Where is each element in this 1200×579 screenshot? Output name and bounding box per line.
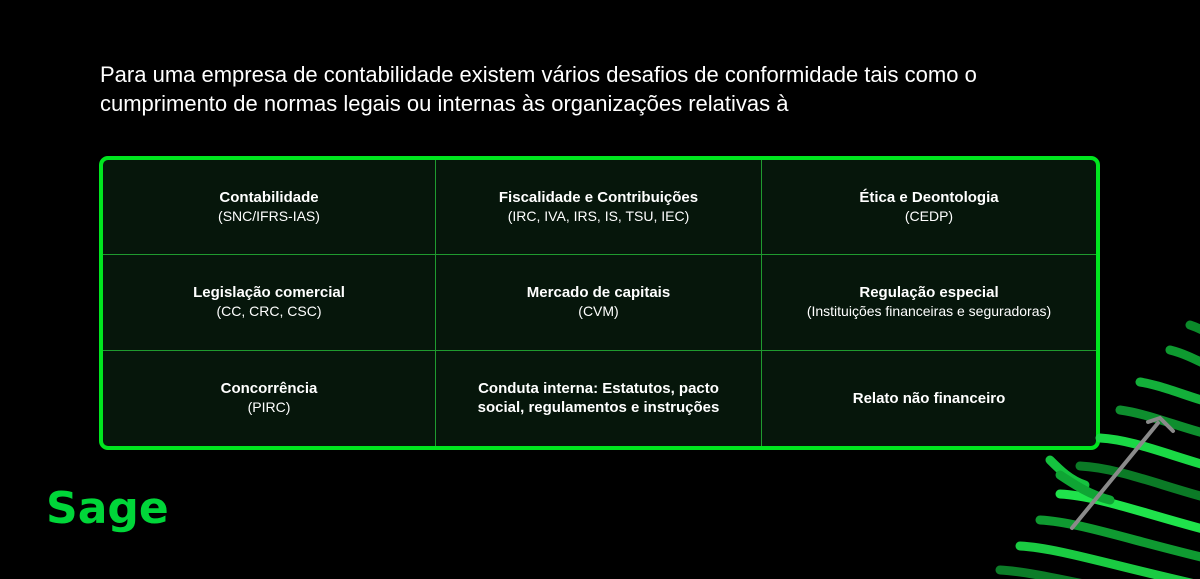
grid-cell-mercado <box>436 255 762 350</box>
grid-cell-etica <box>762 160 1096 255</box>
grid-cell-conduta <box>436 351 762 446</box>
grid-cell-concorrencia <box>103 351 436 446</box>
cell-title: Regulação especial <box>859 284 999 302</box>
cell-title: Ética e Deontologia <box>859 189 999 207</box>
grid-cell-contabilidade <box>103 160 436 255</box>
cell-title: Conduta interna: Estatutos, pacto social, regulamentos e instruções <box>477 380 720 417</box>
cell-subtitle: (CC, CRC, CSC) <box>216 303 322 320</box>
cell-title: Concorrência <box>220 380 318 398</box>
cell-title: Relato não financeiro <box>852 389 1006 407</box>
sage-logo: Sage <box>46 483 169 534</box>
intro-paragraph: Para uma empresa de contabilidade existem vários desafios de conformidade tais como o cumprimento de normas legais ou internas às organizações relativas à <box>100 62 977 116</box>
cell-subtitle: (IRC, IVA, IRS, IS, TSU, IEC) <box>507 208 690 225</box>
cell-title: Legislação comercial <box>193 284 345 302</box>
cell-title: Contabilidade <box>219 189 319 207</box>
grid-cell-legislacao <box>103 255 436 350</box>
cell-subtitle: (CVM) <box>578 303 619 320</box>
compliance-grid <box>99 156 1100 450</box>
cell-title: Fiscalidade e Contribuições <box>498 189 699 207</box>
cell-subtitle: (CEDP) <box>904 208 954 225</box>
cell-subtitle: (Instituições financeiras e seguradoras) <box>806 303 1052 320</box>
cell-subtitle: (SNC/IFRS-IAS) <box>218 208 320 225</box>
cell-subtitle: (PIRC) <box>247 399 291 416</box>
cell-title: Mercado de capitais <box>526 284 671 302</box>
grid-cell-fiscalidade <box>436 160 762 255</box>
decorative-waves-icon <box>960 310 1200 579</box>
